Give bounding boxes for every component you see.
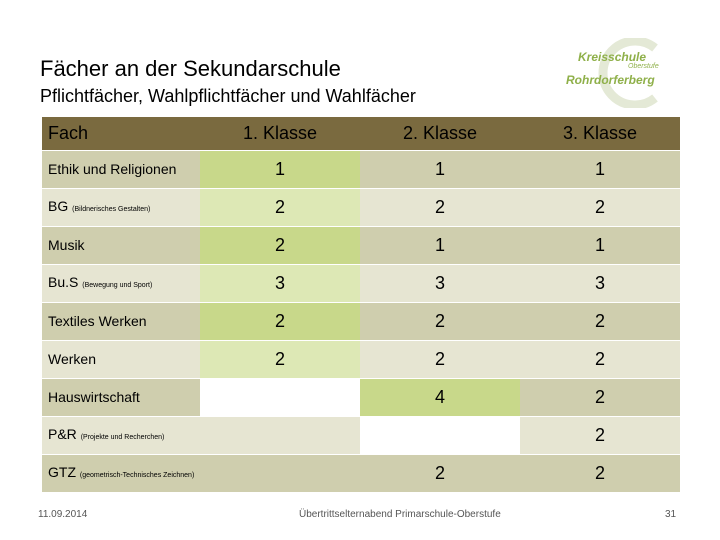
value-cell: 2 — [200, 188, 360, 226]
subject-cell — [42, 302, 200, 340]
subject-name: GTZ — [48, 463, 76, 480]
table-row — [42, 264, 680, 302]
footer-date: 11.09.2014 — [38, 509, 88, 520]
logo-line-2: Oberstufe — [628, 63, 659, 70]
subject-name: Bu.S — [48, 273, 79, 290]
value-cell: 2 — [520, 302, 680, 340]
value-cell: 1 — [360, 226, 520, 264]
header-fach: Fach — [42, 117, 200, 150]
value-cell: 2 — [200, 226, 360, 264]
value-cell — [200, 416, 360, 454]
value-cell: 2 — [520, 188, 680, 226]
value-cell: 1 — [520, 150, 680, 188]
table-row — [42, 340, 680, 378]
subject-cell — [42, 264, 200, 302]
subject-note: (Bewegung und Sport) — [82, 281, 153, 289]
value-cell: 1 — [520, 226, 680, 264]
value-cell — [200, 454, 360, 492]
value-cell: 3 — [520, 264, 680, 302]
value-cell: 2 — [360, 188, 520, 226]
subject-name: Musik — [48, 237, 85, 253]
subjects-table — [42, 117, 680, 492]
subject-cell — [42, 150, 200, 188]
slide-title: Fächer an der Sekundarschule — [40, 56, 341, 81]
school-logo — [560, 38, 670, 108]
subject-cell — [42, 416, 200, 454]
subject-name: Werken — [48, 351, 96, 367]
subject-cell — [42, 188, 200, 226]
subject-note: (geometrisch-Technisches Zeichnen) — [79, 471, 195, 479]
footer-title: Übertrittselternabend Primarschule-Oberstufe — [299, 509, 501, 520]
subject-cell — [42, 226, 200, 264]
table-row — [42, 416, 680, 454]
table-row — [42, 188, 680, 226]
table-row — [42, 302, 680, 340]
slide-subtitle: Pflichtfächer, Wahlpflichtfächer und Wahlfächer — [40, 86, 416, 106]
subject-name: Ethik und Religionen — [48, 161, 177, 177]
value-cell: 2 — [360, 340, 520, 378]
page-number: 31 — [665, 509, 677, 520]
value-cell — [200, 378, 360, 416]
value-cell: 2 — [200, 302, 360, 340]
table-row — [42, 454, 680, 492]
header-klasse-2: 2. Klasse — [360, 117, 520, 150]
value-cell: 2 — [520, 378, 680, 416]
table-row — [42, 150, 680, 188]
subject-name: P&R — [48, 425, 77, 442]
logo-line-3: Rohrdorferberg — [566, 73, 655, 87]
subject-name: Textiles Werken — [48, 313, 147, 329]
value-cell: 2 — [360, 454, 520, 492]
subject-cell — [42, 454, 200, 492]
subject-note: (Projekte und Recherchen) — [80, 433, 165, 441]
subject-cell — [42, 340, 200, 378]
value-cell: 4 — [360, 378, 520, 416]
value-cell: 2 — [520, 454, 680, 492]
value-cell: 1 — [360, 150, 520, 188]
value-cell: 2 — [360, 302, 520, 340]
table-row — [42, 226, 680, 264]
subject-name: Hauswirtschaft — [48, 389, 140, 405]
value-cell: 3 — [200, 264, 360, 302]
value-cell: 2 — [520, 340, 680, 378]
value-cell: 3 — [360, 264, 520, 302]
value-cell — [360, 416, 520, 454]
subject-note: (Bildnerisches Gestalten) — [72, 205, 151, 213]
table-header-row — [42, 117, 680, 150]
subject-name: BG — [48, 197, 69, 214]
logo-line-1: Kreisschule — [578, 50, 647, 64]
value-cell: 1 — [200, 150, 360, 188]
table-row — [42, 378, 680, 416]
value-cell: 2 — [520, 416, 680, 454]
header-klasse-1: 1. Klasse — [200, 117, 360, 150]
subject-cell — [42, 378, 200, 416]
header-klasse-3: 3. Klasse — [520, 117, 680, 150]
value-cell: 2 — [200, 340, 360, 378]
